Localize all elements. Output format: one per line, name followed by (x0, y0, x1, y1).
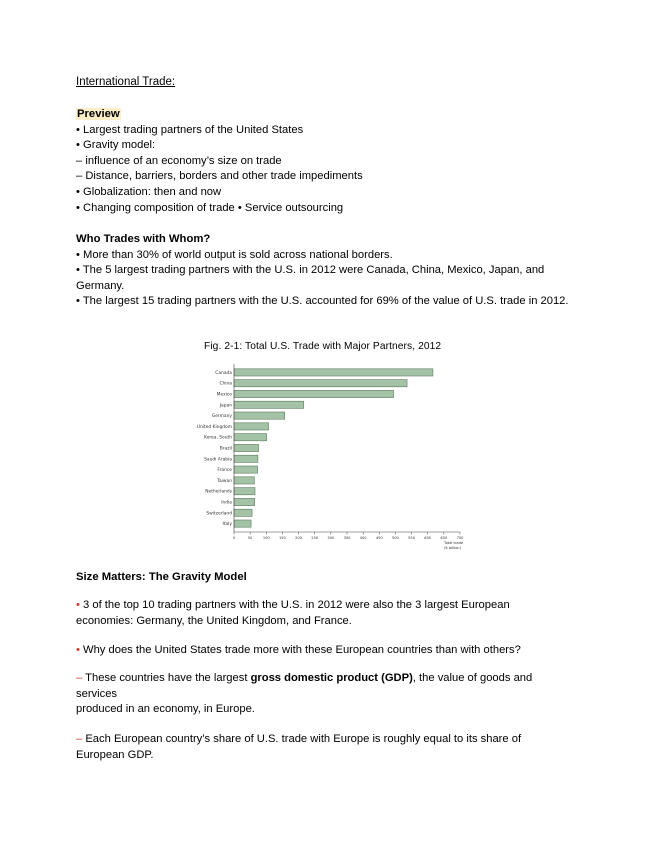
preview-item: • Gravity model: (76, 139, 156, 152)
paragraph-text: , the value of goods and services (76, 672, 533, 700)
x-tick-label: 650 (440, 536, 448, 540)
category-label: Brazil (219, 446, 232, 452)
gdp-term: gross domestic product (GDP) (250, 672, 413, 684)
x-tick-label: 0 (232, 536, 236, 540)
red-bullet: • (76, 599, 80, 611)
figure-title: Fig. 2-1: Total U.S. Trade with Major Partners, 2012 (204, 341, 442, 352)
preview-item: • Globalization: then and now (76, 185, 222, 198)
category-labels (197, 370, 233, 527)
bar-india (234, 498, 255, 505)
x-ticks (233, 532, 464, 540)
x-tick-label: 350 (343, 536, 351, 540)
category-label: Taiwan (217, 478, 232, 484)
bar-united-kingdom (234, 423, 269, 430)
unit-label-billion: ($ billion) (444, 546, 461, 550)
category-label: Netherlands (205, 489, 232, 495)
who-trades-paragraph: • More than 30% of world output is sold across national borders. (76, 248, 393, 261)
red-bullet: • (76, 644, 80, 656)
category-label: France (217, 468, 232, 474)
who-trades-paragraph: • The 5 largest trading partners with the U.S. in 2012 were Canada, China, Mexico, Japan, and Germany. (76, 264, 545, 292)
x-tick-label: 600 (424, 536, 432, 540)
size-matters-heading: Size Matters: The Gravity Model (76, 571, 247, 583)
unit-label-total-trade: Total trade (444, 541, 464, 545)
bar-germany (234, 412, 285, 419)
bars (234, 369, 433, 527)
paragraph-text: produced in an economy, in Europe. (76, 703, 255, 716)
category-label: China (219, 381, 232, 387)
bar-switzerland (234, 509, 252, 516)
category-label: Canada (215, 370, 232, 376)
bar-italy (234, 520, 251, 527)
x-tick-label: 450 (375, 536, 383, 540)
x-tick-label: 550 (408, 536, 416, 540)
x-tick-label: 400 (359, 536, 367, 540)
category-label: United Kingdom (196, 424, 232, 430)
paragraph-text: Each European country’s share of U.S. trade with Europe is roughly equal to its share of European GDP. (76, 733, 522, 761)
size-matters-paragraph-4 (76, 732, 566, 763)
preview-item: • Changing composition of trade • Service outsourcing (76, 201, 344, 214)
who-trades-paragraph: • The largest 15 trading partners with the U.S. accounted for 69% of the value of U.S. trade in 2012. (76, 295, 569, 308)
category-label: Mexico (216, 392, 232, 398)
bar-mexico (234, 390, 393, 397)
x-tick-label: 200 (295, 536, 303, 540)
category-label: Germany (211, 414, 232, 420)
category-label: Saudi Arabia (204, 457, 232, 463)
paragraph-text: 3 of the top 10 trading partners with the U.S. in 2012 were also the 3 largest European economies: Germany, the United Kingdom, and France. (76, 599, 510, 627)
size-matters-paragraph-3 (76, 671, 566, 718)
trade-bar-chart (180, 362, 480, 554)
x-tick-label: 300 (327, 536, 335, 540)
bar-france (234, 466, 258, 473)
size-matters-paragraph-1 (76, 598, 566, 629)
bar-canada (234, 369, 433, 376)
bar-taiwan (234, 477, 254, 484)
category-label: India (221, 500, 232, 506)
paragraph-text: Why does the United States trade more with these European countries than with others? (79, 644, 521, 656)
x-tick-label: 100 (262, 536, 270, 540)
preview-heading (76, 107, 576, 123)
bar-korea-south (234, 434, 267, 441)
preview-item: – influence of an economy’s size on trade (76, 154, 282, 167)
red-dash: – (76, 672, 83, 684)
paragraph-text: These countries have the largest (82, 672, 251, 684)
x-tick-label: 700 (456, 536, 464, 540)
trade-bar-chart-svg (180, 362, 480, 554)
preview-section (76, 107, 576, 216)
preview-item: • Largest trading partners of the United States (76, 123, 304, 136)
document-title: International Trade: (76, 76, 176, 88)
bar-saudi-arabia (234, 455, 258, 462)
category-label: Italy (222, 522, 232, 528)
preview-item: – Distance, barriers, borders and other trade impediments (76, 170, 363, 183)
category-label: Korea, South (204, 435, 232, 441)
category-label: Switzerland (206, 511, 232, 517)
x-tick-label: 150 (278, 536, 286, 540)
bar-brazil (234, 444, 259, 451)
size-matters-paragraph-2 (76, 643, 566, 659)
category-label: Japan (219, 403, 232, 409)
x-tick-label: 50 (247, 536, 253, 540)
who-trades-heading: Who Trades with Whom? (76, 233, 211, 245)
red-dash: – (76, 733, 83, 745)
x-tick-label: 500 (391, 536, 399, 540)
x-tick-label: 250 (311, 536, 319, 540)
who-trades-section (76, 232, 576, 310)
bar-japan (234, 401, 304, 408)
preview-heading-highlight: Preview (77, 108, 120, 120)
bar-china (234, 380, 407, 387)
bar-netherlands (234, 488, 255, 495)
